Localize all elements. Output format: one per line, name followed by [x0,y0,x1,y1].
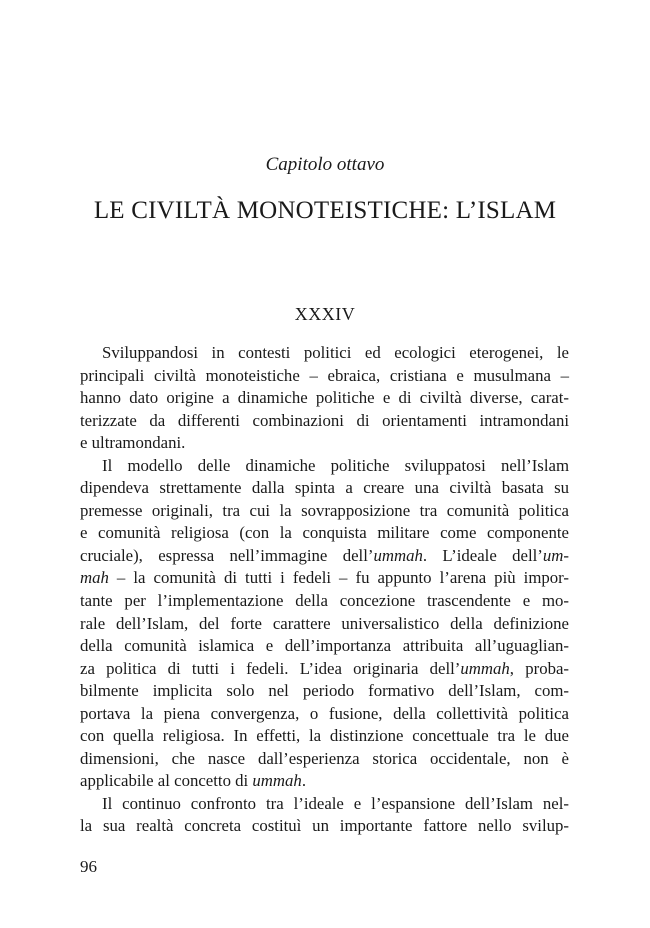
text-segment: premesse originali, tra cui la sovrapposizione tra comunità politica [80,500,569,520]
italic-term: ummah [252,771,302,791]
text-line [80,680,569,703]
text-segment: applicabile al concetto di [80,771,253,791]
section-number: XXXIV [294,304,356,324]
text-segment: Il continuo confronto tra l’ideale e l’espansione dell’Islam nel- [102,793,569,813]
text-line [80,387,569,410]
text-line [80,365,569,388]
text-segment: . L’ideale dell’ [422,545,543,565]
text-segment: cruciale), espressa nell’immagine dell’ [80,545,374,565]
text-segment: za politica di tutti i fedeli. L’idea originaria dell’ [80,658,461,678]
text-line [80,590,569,613]
text-segment: Sviluppandosi in contesti politici ed ecologici eterogenei, le [102,343,569,362]
body-text [80,342,569,838]
text-segment: della comunità islamica e dell’importanza attribuita all’uguaglian- [80,636,569,656]
text-line [80,432,569,455]
chapter-label: Capitolo ottavo [265,154,385,175]
text-segment: e comunità religiosa (con la conquista militare come componente [80,523,569,543]
text-segment: tante per l’implementazione della concezione trascendente e mo- [80,591,569,611]
text-line [80,635,569,658]
text-line [80,703,569,726]
text-segment: – la comunità di tutti i fedeli – fu appunto l’arena più impor- [108,568,569,588]
text-segment: dipendeva strettamente dalla spinta a creare una civiltà basata su [80,478,569,498]
text-line [80,522,569,545]
text-line [80,342,569,365]
text-line [80,725,569,748]
text-line [80,545,569,568]
text-segment: la sua realtà concreta costituì un importante fattore nello svilup- [80,816,569,836]
text-line [80,410,569,433]
text-segment: principali civiltà monoteistiche – ebraica, cristiana e musulmana – [80,365,569,385]
text-segment: dimensioni, che nasce dall’esperienza storica occidentale, non è [80,748,569,768]
text-line [80,477,569,500]
text-segment: , proba- [509,658,570,678]
text-line [80,793,569,816]
text-line [80,815,569,838]
text-line [80,658,569,681]
text-segment: con quella religiosa. In effetti, la distinzione concettuale tra le due [80,726,569,746]
text-line [80,770,569,793]
text-line [80,500,569,523]
page-number: 96 [80,857,97,876]
italic-term: ummah [460,658,510,678]
text-segment: . [301,771,307,791]
chapter-title: LE CIVILTÀ MONOTEISTICHE: L’ISLAM [93,197,557,224]
italic-term: um- [542,545,570,565]
text-segment: portava la piena convergenza, o fusione, della collettività politica [80,703,569,723]
text-line [80,455,569,478]
text-segment: e ultramondani. [80,433,186,453]
text-segment: hanno dato origine a dinamiche politiche e di civiltà diverse, carat- [80,388,569,408]
text-segment: bilmente implicita solo nel periodo formativo dell’Islam, com- [80,681,569,701]
italic-term: ummah [373,545,423,565]
text-segment: rale dell’Islam, del forte carattere universalistico della definizione [80,613,569,633]
italic-term: mah [80,568,109,588]
text-segment: terizzate da differenti combinazioni di orientamenti intramondani [80,410,569,430]
text-segment: Il modello delle dinamiche politiche sviluppatosi nell’Islam [102,455,569,475]
text-line [80,748,569,771]
text-line [80,613,569,636]
text-line [80,567,569,590]
